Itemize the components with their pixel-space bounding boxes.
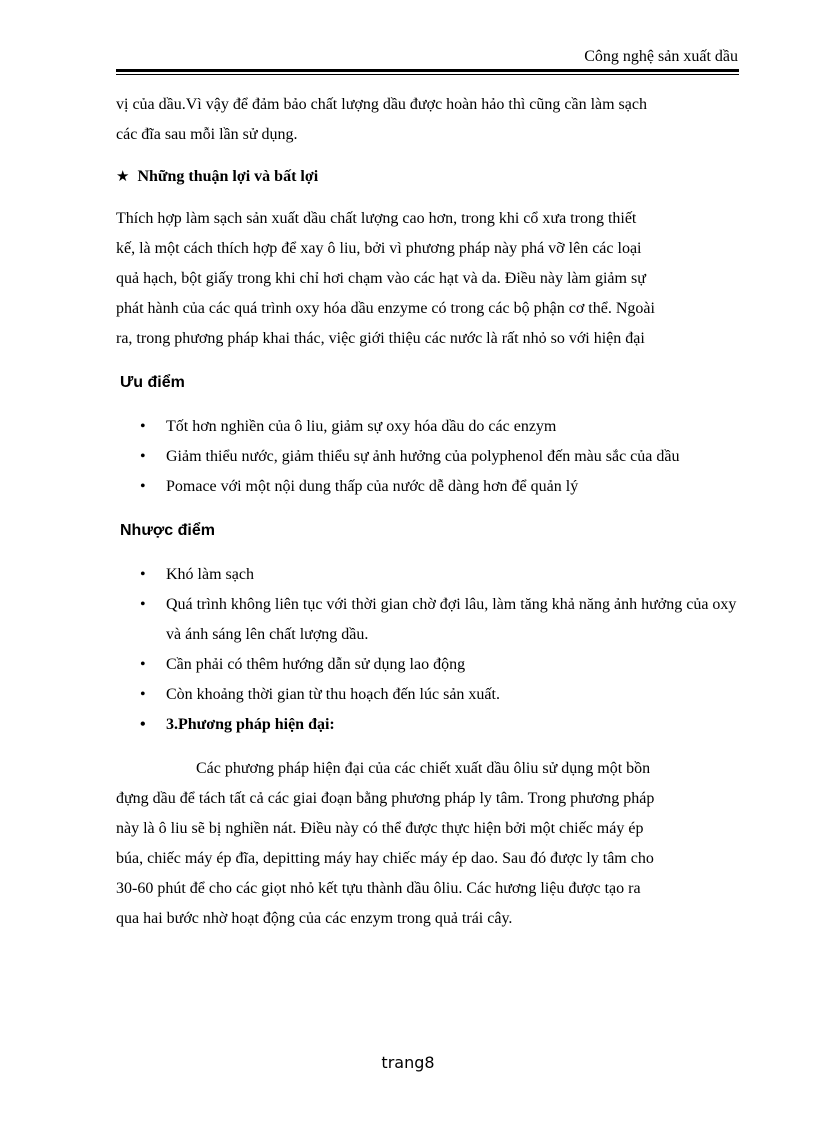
modern-line: Các phương pháp hiện đại của các chiết xuất dầu ôliu sử dụng một bồn [196,760,651,777]
disadvantages-list [116,560,740,740]
description-line: quả hạch, bột giấy trong khi chỉ hơi chạm vào các hạt và da. Điều này làm giảm sự [116,270,646,287]
list-item: • Còn khoảng thời gian từ thu hoạch đến lúc sản xuất. [116,680,740,710]
list-item: • Cần phải có thêm hướng dẫn sử dụng lao động [116,650,740,680]
list-item: • Quá trình không liên tục với thời gian chờ đợi lâu, làm tăng khả năng ảnh hưởng của oxy và ánh sáng lên chất lượng dầu. [116,590,740,650]
intro-line: các đĩa sau mỗi lần sử dụng. [116,126,298,143]
bullet-icon: • [140,566,146,583]
description-line: Thích hợp làm sạch sản xuất dầu chất lượng cao hơn, trong khi cổ xưa trong thiết [116,210,637,227]
pros-cons-heading-text: Những thuận lợi và bất lợi [137,168,319,185]
modern-line: búa, chiếc máy ép đĩa, depitting máy hay chiếc máy ép dao. Sau đó được ly tâm cho [116,850,654,867]
header-rule-thick [116,69,739,72]
intro-line: vị của dầu.Vì vậy để đảm bảo chất lượng dầu được hoàn hảo thì cũng cần làm sạch [116,96,647,113]
page-number: trang8 [381,1053,435,1072]
modern-line: 30-60 phút để cho các giọt nhỏ kết tựu thành dầu ôliu. Các hương liệu được tạo ra [116,880,641,897]
description-line: kế, là một cách thích hợp để xay ô liu, bởi vì phương pháp này phá vỡ lên các loại [116,240,642,257]
bullet-icon: • [140,716,146,733]
bullet-icon: • [140,448,146,465]
page-body [116,90,740,934]
list-item: • Khó làm sạch [116,560,740,590]
header-rule-thin [116,74,739,75]
bullet-icon: • [140,478,146,495]
star-icon: ★ [116,169,130,185]
modern-line: qua hai bước nhờ hoạt động của các enzym trong quả trái cây. [116,910,513,927]
advantages-heading: Ưu điểm [120,374,185,391]
bullet-icon: • [140,686,146,703]
description-line: ra, trong phương pháp khai thác, việc giới thiệu các nước là rất nhỏ so với hiện đại [116,330,645,347]
list-item: • Pomace với một nội dung thấp của nước dễ dàng hơn để quản lý [116,472,740,502]
advantages-list [116,412,740,502]
section-heading-item: • 3.Phương pháp hiện đại: [116,710,740,740]
modern-line: đựng dầu để tách tất cả các giai đoạn bằng phương pháp ly tâm. Trong phương pháp [116,790,655,807]
running-header: Công nghệ sản xuất dầu [584,48,738,65]
modern-line: này là ô liu sẽ bị nghiền nát. Điều này có thể được thực hiện bởi một chiếc máy ép [116,820,644,837]
bullet-icon: • [140,418,146,435]
list-item: • Giảm thiểu nước, giảm thiểu sự ảnh hưởng của polyphenol đến màu sắc của dầu [116,442,740,472]
pros-cons-heading [116,162,740,192]
bullet-icon: • [140,656,146,673]
description-line: phát hành của các quá trình oxy hóa dầu enzyme có trong các bộ phận cơ thể. Ngoài [116,300,655,317]
list-item: • Tốt hơn nghiền của ô liu, giảm sự oxy hóa dầu do các enzym [116,412,740,442]
bullet-icon: • [140,596,146,613]
disadvantages-heading: Nhược điểm [120,522,215,539]
